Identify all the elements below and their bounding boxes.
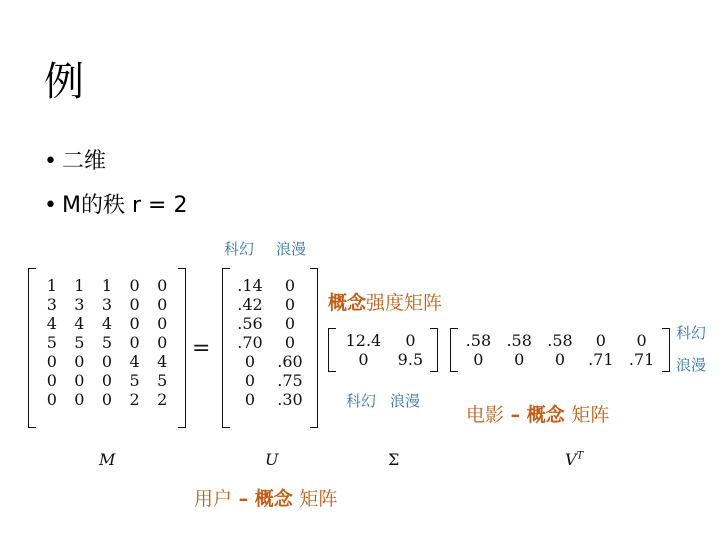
matrix-row [38, 352, 176, 371]
matrix-cell: .42 [237, 295, 263, 314]
matrix-row [38, 276, 176, 295]
bullet-text: M的秩 r = 2 [62, 193, 188, 218]
matrix-cell: 0 [636, 331, 647, 350]
matrix-cell: 4 [74, 314, 85, 333]
matrix-row [230, 371, 310, 390]
vt-caption [466, 400, 609, 427]
matrix-cell: 1 [74, 276, 85, 295]
matrix-sigma [328, 328, 438, 372]
matrix-row [38, 314, 176, 333]
matrix-cell: 0 [157, 314, 168, 333]
matrix-cell: 0 [101, 371, 113, 390]
matrix-vt [450, 328, 670, 372]
matrix-label-sigma: Σ [388, 450, 400, 469]
slide-title: 例 [44, 59, 84, 105]
vt-row-label-romance: 浪漫 [676, 356, 707, 374]
bracket-right [310, 268, 318, 428]
matrix-cell: 9.5 [397, 350, 424, 369]
matrix-row [38, 371, 176, 390]
matrix-row [336, 331, 430, 350]
bracket-left [28, 268, 36, 428]
vt-caption-part-a: 电影 [466, 404, 505, 426]
matrix-cell: 0 [46, 352, 57, 371]
matrix-row [336, 350, 430, 369]
matrix-m [28, 268, 186, 428]
vt-caption-part-c: 矩阵 [571, 404, 610, 426]
sigma-title-rest: 强度矩阵 [366, 292, 443, 314]
matrix-cell: 5 [129, 371, 140, 390]
equals-sign: = [192, 336, 211, 361]
matrix-cell: 2 [129, 390, 140, 409]
bracket-right [662, 328, 670, 372]
matrix-cell: 0 [473, 350, 484, 369]
matrix-cell: 0 [244, 371, 256, 390]
matrix-label-m: M [99, 450, 116, 469]
matrix-row [38, 295, 176, 314]
matrix-row [38, 333, 176, 352]
bullet-item-dimensions [44, 148, 106, 176]
u-column-label-romance: 浪漫 [276, 240, 307, 258]
matrix-cell: .75 [277, 371, 303, 390]
u-caption-part-a: 用户 [194, 488, 233, 510]
matrix-cell: .30 [277, 390, 303, 409]
matrix-cell: .56 [237, 314, 263, 333]
matrix-cell: .14 [237, 276, 263, 295]
matrix-label-vt-base: V [565, 450, 577, 469]
matrix-cell: 0 [74, 352, 85, 371]
matrix-cell: .70 [237, 333, 263, 352]
u-caption-part-b: – 概念 [232, 488, 300, 510]
matrix-row [38, 390, 176, 409]
matrix-cell: 0 [157, 276, 168, 295]
matrix-cell: 4 [46, 314, 57, 333]
bracket-right [178, 268, 186, 428]
matrix-cell: 0 [101, 352, 113, 371]
matrix-cell: 0 [74, 371, 85, 390]
matrix-cell: 2 [157, 390, 168, 409]
matrix-row [230, 276, 310, 295]
matrix-cell: 0 [46, 371, 57, 390]
matrix-cell: 1 [46, 276, 57, 295]
bracket-left [450, 328, 458, 372]
matrix-cell: 0 [129, 276, 140, 295]
matrix-cell: 0 [284, 333, 296, 352]
matrix-cell: 0 [595, 331, 606, 350]
matrix-cell: .71 [628, 350, 655, 369]
matrix-cell: 0 [157, 295, 168, 314]
bullet-item-rank [44, 192, 187, 220]
matrix-cell: 12.4 [345, 331, 382, 350]
matrix-cell: 5 [46, 333, 57, 352]
u-caption-part-c: 矩阵 [299, 488, 338, 510]
matrix-label-vt [565, 450, 583, 469]
matrix-cell: 5 [101, 333, 113, 352]
matrix-cell: 1 [101, 276, 113, 295]
matrix-row [458, 331, 662, 350]
matrix-cell: 0 [358, 350, 369, 369]
matrix-cell: 0 [74, 390, 85, 409]
matrix-cell: 3 [74, 295, 85, 314]
matrix-cell: .58 [506, 331, 532, 350]
matrix-cell: 0 [101, 390, 113, 409]
u-caption [194, 484, 337, 511]
matrix-label-u: U [265, 450, 279, 469]
matrix-cell: 0 [244, 352, 256, 371]
u-column-label-scifi: 科幻 [224, 240, 255, 258]
bracket-right [430, 328, 438, 372]
sigma-title-bold: 概念 [328, 292, 367, 314]
bullet-dot: • [44, 149, 57, 174]
matrix-cell: 4 [101, 314, 113, 333]
bullet-dot: • [44, 193, 57, 218]
matrix-cell: .58 [547, 331, 573, 350]
matrix-cell: 0 [157, 333, 168, 352]
bullet-text: 二维 [62, 149, 107, 174]
matrix-cell: 3 [46, 295, 57, 314]
matrix-cell: 4 [129, 352, 140, 371]
sigma-column-label-romance: 浪漫 [390, 392, 421, 410]
vt-row-label-scifi: 科幻 [676, 324, 707, 342]
matrix-cell: 0 [46, 390, 57, 409]
matrix-cell: 0 [129, 295, 140, 314]
matrix-cell: 0 [405, 331, 416, 350]
matrix-row [230, 333, 310, 352]
matrix-label-vt-sup: T [576, 450, 584, 462]
matrix-cell: 0 [129, 333, 140, 352]
matrix-cell: 3 [101, 295, 113, 314]
matrix-cell: .60 [277, 352, 303, 371]
matrix-cell: 0 [244, 390, 256, 409]
matrix-cell: 5 [74, 333, 85, 352]
matrix-row [458, 350, 662, 369]
matrix-cell: 0 [284, 295, 296, 314]
matrix-cell: .71 [588, 350, 614, 369]
matrix-cell: 0 [284, 276, 296, 295]
matrix-row [230, 352, 310, 371]
matrix-cell: 4 [157, 352, 168, 371]
sigma-column-label-scifi: 科幻 [346, 392, 377, 410]
matrix-cell: 0 [514, 350, 525, 369]
matrix-cell: 0 [554, 350, 566, 369]
matrix-cell: 0 [284, 314, 296, 333]
matrix-cell: .58 [465, 331, 492, 350]
bracket-left [222, 268, 230, 428]
vt-caption-part-b: – 概念 [504, 404, 572, 426]
matrix-row [230, 390, 310, 409]
matrix-cell: 5 [157, 371, 168, 390]
matrix-row [230, 314, 310, 333]
matrix-cell: 0 [129, 314, 140, 333]
matrix-row [230, 295, 310, 314]
matrix-u [222, 268, 318, 428]
bracket-left [328, 328, 336, 372]
sigma-title-label [328, 288, 442, 315]
